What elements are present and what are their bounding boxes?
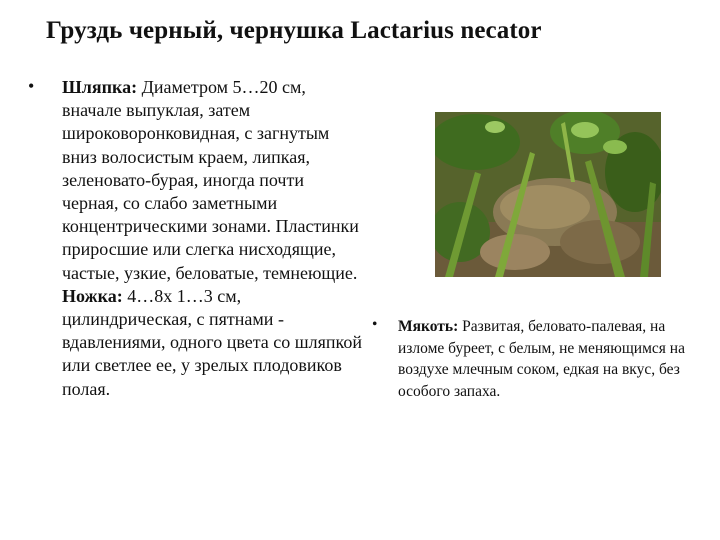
mushroom-photo: [435, 112, 661, 277]
cap-text: Диаметром 5…20 см, вначале выпуклая, затем широковоронковидная, с загнутым вниз волосистым краем, липкая, зеленовато-бурая, иногда почти черная, со слабо заметными концентрическими зонами. Пластинки приросшие или слегка нисходящие, частые, узкие, беловатые, темнеющие.: [62, 77, 359, 283]
bullet-flesh-marker: •: [372, 316, 378, 333]
mushroom-photo-icon: [435, 112, 661, 277]
flesh-label: Мякоть:: [398, 318, 459, 335]
description-left: [62, 76, 362, 401]
stem-label: Ножка:: [62, 285, 123, 306]
bullet-cap-marker: •: [28, 76, 35, 96]
description-right: [398, 316, 698, 402]
stem-text: 4…8х 1…3 см, цилиндрическая, с пятнами - вдавлениями, одного цвета со шляпкой или светлее ее, у зрелых плодовиков полая.: [62, 285, 363, 399]
slide-title: Груздь черный, чернушка Lactarius necator: [46, 17, 542, 44]
cap-label: Шляпка:: [62, 77, 138, 97]
flesh-text: Развитая, беловато-палевая, на изломе буреет, с белым, не меняющимся на воздухе млечным соком, едкая на вкус, без особого запаха.: [398, 318, 685, 400]
